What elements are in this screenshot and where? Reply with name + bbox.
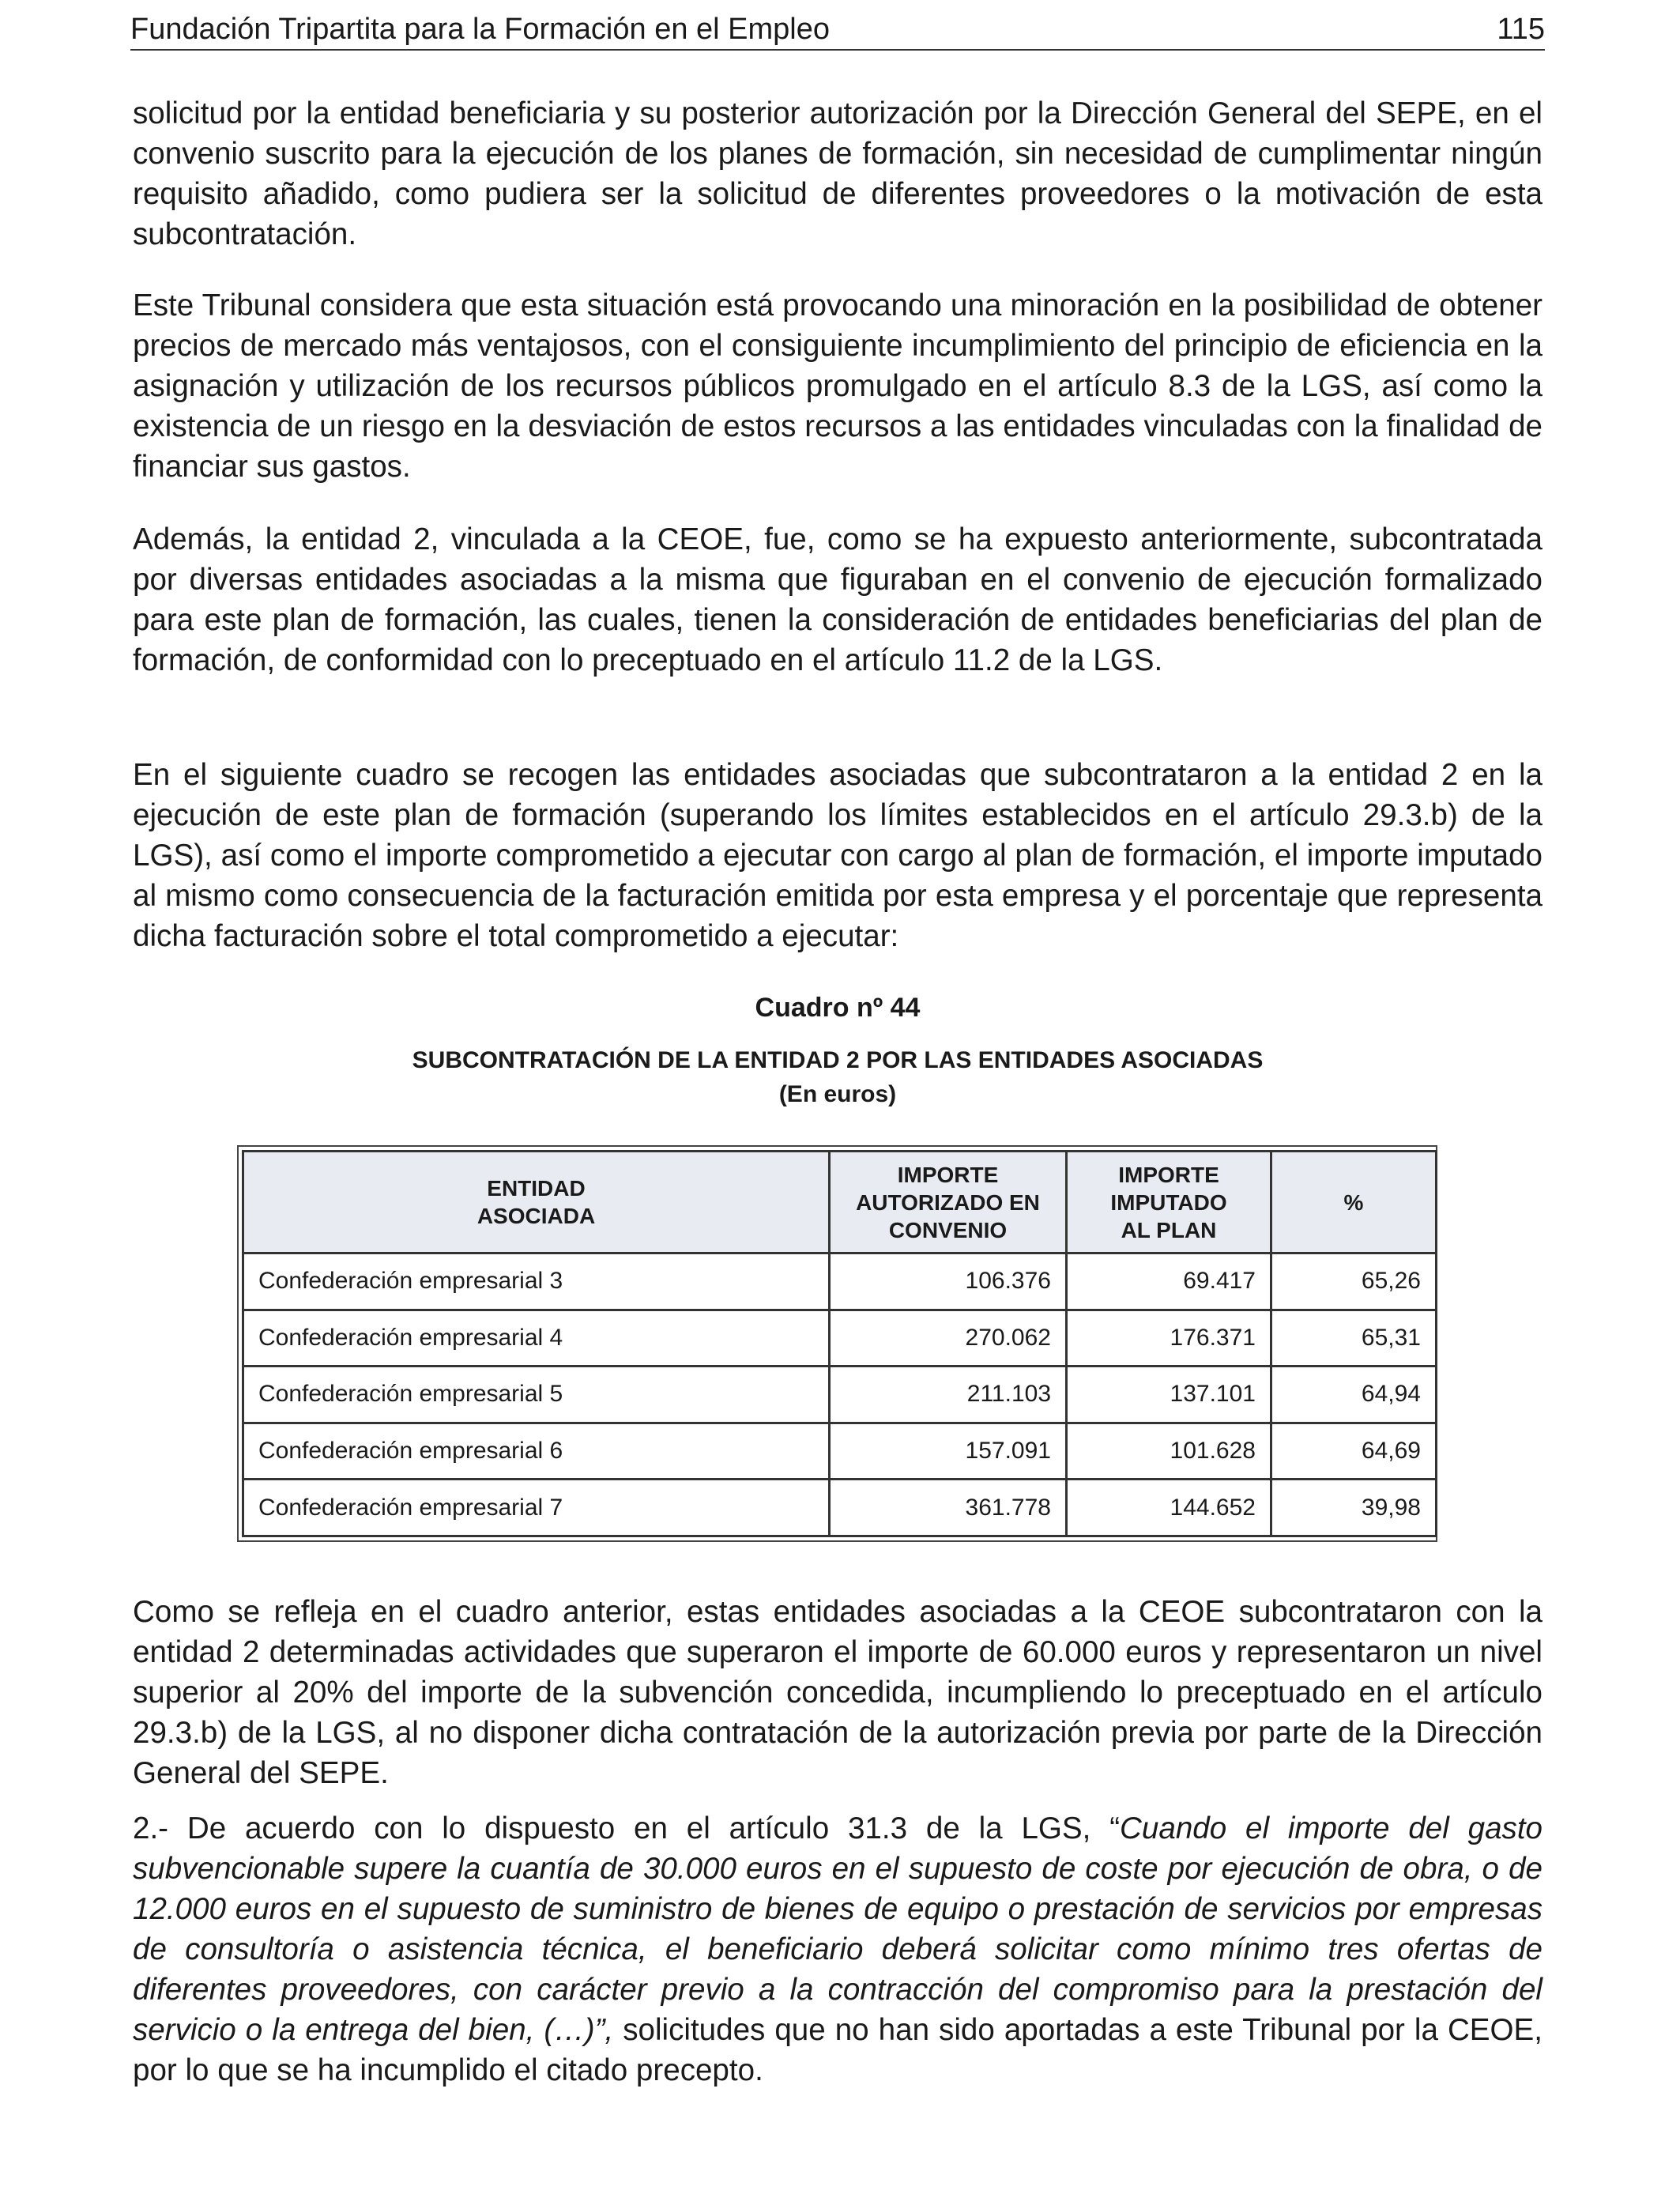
cell-imputado: 144.652 (1067, 1480, 1271, 1536)
page-number: 115 (1497, 13, 1545, 46)
cell-autorizado: 270.062 (830, 1310, 1067, 1367)
paragraph-3-text: Además, la entidad 2, vinculada a la CEOE, fue, como se ha expuesto anteriormente, subcontratada por diversas entidades asociadas a la misma que figuraban en el convenio de ejecución formalizado para este plan de formación, las cuales, tienen la consideración de entidades beneficiarias del plan de formación, de conformidad con lo preceptuado en el artículo 11.2 de la LGS. (133, 522, 1543, 677)
data-table (242, 1150, 1437, 1537)
table-row (243, 1423, 1437, 1480)
table-row (243, 1480, 1437, 1536)
paragraph-3 (133, 519, 1543, 680)
paragraph-2-text: Este Tribunal considera que esta situación está provocando una minoración en la posibilidad de obtener precios de mercado más ventajosos, con el consiguiente incumplimiento del principio de eficiencia en la asignación y utilización de los recursos públicos promulgado en el artículo 8.3 de la LGS, así como la existencia de un riesgo en la desviación de estos recursos a las entidades vinculadas con la finalidad de financiar sus gastos. (133, 288, 1543, 484)
cell-imputado: 176.371 (1067, 1310, 1271, 1367)
cell-imputado: 137.101 (1067, 1367, 1271, 1423)
column-header-percent: % (1271, 1152, 1437, 1253)
paragraph-6-text (133, 1808, 1543, 2090)
table-row (243, 1253, 1437, 1310)
cell-autorizado: 361.778 (830, 1480, 1067, 1536)
table-header-row (243, 1152, 1437, 1253)
paragraph-5 (133, 1592, 1543, 1793)
paragraph-1 (133, 93, 1543, 254)
paragraph-4-text: En el siguiente cuadro se recogen las entidades asociadas que subcontrataron a la entidad 2 en la ejecución de este plan de formación (superando los límites establecidos en el artículo 29.3.b) de la LGS), así como el importe comprometido a ejecutar con cargo al plan de formación, el importe imputado al mismo como consecuencia de la facturación emitida por esta empresa y el porcentaje que representa dicha facturación sobre el total comprometido a ejecutar: (133, 758, 1543, 953)
column-header-autorizado: IMPORTE AUTORIZADO EN CONVENIO (830, 1152, 1067, 1253)
paragraph-6-quote: Cuando el importe del gasto subvencionable supere la cuantía de 30.000 euros en el supuesto de coste por ejecución de obra, o de 12.000 euros en el supuesto de suministro de bienes de equipo o prestación de servicios por empresas de consultoría o asistencia técnica, el beneficiario deberá solicitar como mínimo tres ofertas de diferentes proveedores, con carácter previo a la contracción del compromiso para la prestación del servicio o la entrega del bien, (…)”, (133, 1811, 1543, 2047)
column-header-entidad: ENTIDAD ASOCIADA (243, 1152, 830, 1253)
paragraph-6-start: 2.- De acuerdo con lo dispuesto en el artículo 31.3 de la LGS, “ (133, 1811, 1121, 1845)
cell-percent: 65,26 (1271, 1253, 1437, 1310)
paragraph-6-end: solicitudes que no han sido aportadas a este Tribunal por la CEOE, por lo que se ha incumplido el citado precepto. (133, 2013, 1543, 2087)
paragraph-6 (133, 1808, 1543, 2090)
cell-entidad: Confederación empresarial 3 (243, 1253, 830, 1310)
table-title-block (133, 1043, 1543, 1111)
cell-entidad: Confederación empresarial 7 (243, 1480, 830, 1536)
cell-autorizado: 106.376 (830, 1253, 1067, 1310)
page-header (130, 11, 1545, 51)
paragraph-5-text: Como se refleja en el cuadro anterior, estas entidades asociadas a la CEOE subcontrataron con la entidad 2 determinadas actividades que superaron el importe de 60.000 euros y representaron un nivel superior al 20% del importe de la subvención concedida, incumpliendo lo preceptuado en el artículo 29.3.b) de la LGS, al no disponer dicha contratación de la autorización previa por parte de la Dirección General del SEPE. (133, 1595, 1543, 1790)
cell-percent: 64,69 (1271, 1423, 1437, 1480)
cell-entidad: Confederación empresarial 6 (243, 1423, 830, 1480)
table-row (243, 1367, 1437, 1423)
table-title: SUBCONTRATACIÓN DE LA ENTIDAD 2 POR LAS ENTIDADES ASOCIADAS (412, 1047, 1264, 1073)
cell-percent: 39,98 (1271, 1480, 1437, 1536)
cell-entidad: Confederación empresarial 4 (243, 1310, 830, 1367)
paragraph-2 (133, 285, 1543, 487)
paragraph-1-text: solicitud por la entidad beneficiaria y su posterior autorización por la Dirección General del SEPE, en el convenio suscrito para la ejecución de los planes de formación, sin necesidad de cumplimentar ningún requisito añadido, como pudiera ser la solicitud de diferentes proveedores o la motivación de esta subcontratación. (133, 96, 1543, 251)
header-title: Fundación Tripartita para la Formación en el Empleo (130, 13, 831, 46)
cell-entidad: Confederación empresarial 5 (243, 1367, 830, 1423)
table-number: Cuadro nº 44 (755, 993, 921, 1023)
cell-percent: 65,31 (1271, 1310, 1437, 1367)
table-subtitle: (En euros) (778, 1081, 897, 1107)
cell-percent: 64,94 (1271, 1367, 1437, 1423)
cell-imputado: 69.417 (1067, 1253, 1271, 1310)
cell-imputado: 101.628 (1067, 1423, 1271, 1480)
cell-autorizado: 157.091 (830, 1423, 1067, 1480)
cell-autorizado: 211.103 (830, 1367, 1067, 1423)
paragraph-4 (133, 755, 1543, 956)
data-table-frame (237, 1145, 1437, 1542)
column-header-imputado: IMPORTE IMPUTADO AL PLAN (1067, 1152, 1271, 1253)
table-row (243, 1310, 1437, 1367)
